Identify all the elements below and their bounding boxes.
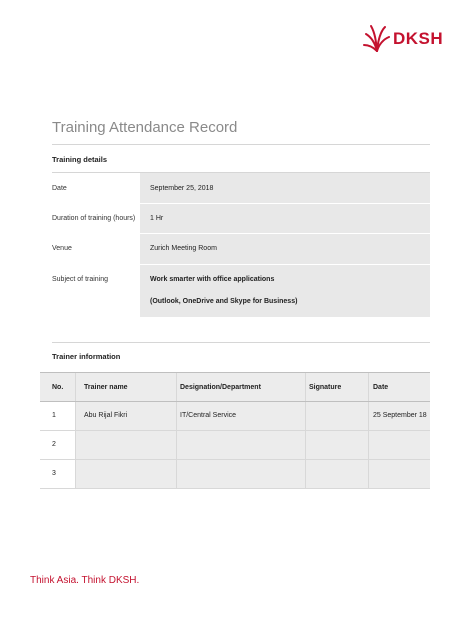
dksh-logo — [363, 21, 455, 57]
detail-label: Date — [52, 185, 67, 192]
cell-date: 25 September 18 — [368, 402, 430, 430]
table-row — [40, 402, 430, 431]
trainer-table — [40, 372, 430, 489]
detail-row-subject — [40, 265, 430, 318]
cell-trainer-name — [75, 431, 176, 459]
training-details-table — [40, 173, 430, 318]
detail-value: September 25, 2018 — [140, 173, 430, 203]
cell-no: 2 — [40, 431, 75, 459]
col-header-trainer-name: Trainer name — [75, 373, 176, 401]
detail-row-date — [40, 173, 430, 204]
trainer-info-heading: Trainer information — [52, 352, 121, 361]
col-header-no: No. — [40, 373, 75, 401]
divider — [52, 144, 430, 145]
training-details-heading: Training details — [52, 155, 108, 164]
page-title: Training Attendance Record — [52, 119, 238, 136]
table-row — [40, 431, 430, 460]
cell-date — [368, 460, 430, 488]
detail-value: 1 Hr — [140, 204, 430, 233]
cell-date — [368, 431, 430, 459]
palm-logo-icon — [363, 21, 391, 57]
footer-tagline: Think Asia. Think DKSH. — [30, 575, 140, 586]
cell-signature — [305, 431, 368, 459]
table-header — [40, 372, 430, 402]
cell-signature — [305, 460, 368, 488]
cell-no: 1 — [40, 402, 75, 430]
cell-trainer-name: Abu Rijal Fikri — [75, 402, 176, 430]
table-row — [40, 460, 430, 489]
detail-row-venue — [40, 234, 430, 265]
col-header-date: Date — [368, 373, 430, 401]
detail-value: Zurich Meeting Room — [140, 234, 430, 264]
cell-designation — [176, 431, 305, 459]
detail-label: Venue — [52, 245, 72, 252]
col-header-designation: Designation/Department — [176, 373, 305, 401]
detail-value — [140, 265, 430, 317]
cell-trainer-name — [75, 460, 176, 488]
subject-line-1: Work smarter with office applications — [150, 276, 275, 283]
subject-line-2: (Outlook, OneDrive and Skype for Business) — [150, 298, 298, 305]
col-header-signature: Signature — [305, 373, 368, 401]
divider — [52, 342, 430, 343]
detail-row-duration — [40, 204, 430, 234]
cell-signature — [305, 402, 368, 430]
detail-label: Duration of training (hours) — [52, 215, 136, 222]
cell-designation: IT/Central Service — [176, 402, 305, 430]
cell-no: 3 — [40, 460, 75, 488]
cell-designation — [176, 460, 305, 488]
logo-text: DKSH — [393, 29, 444, 48]
detail-label: Subject of training — [52, 276, 109, 283]
